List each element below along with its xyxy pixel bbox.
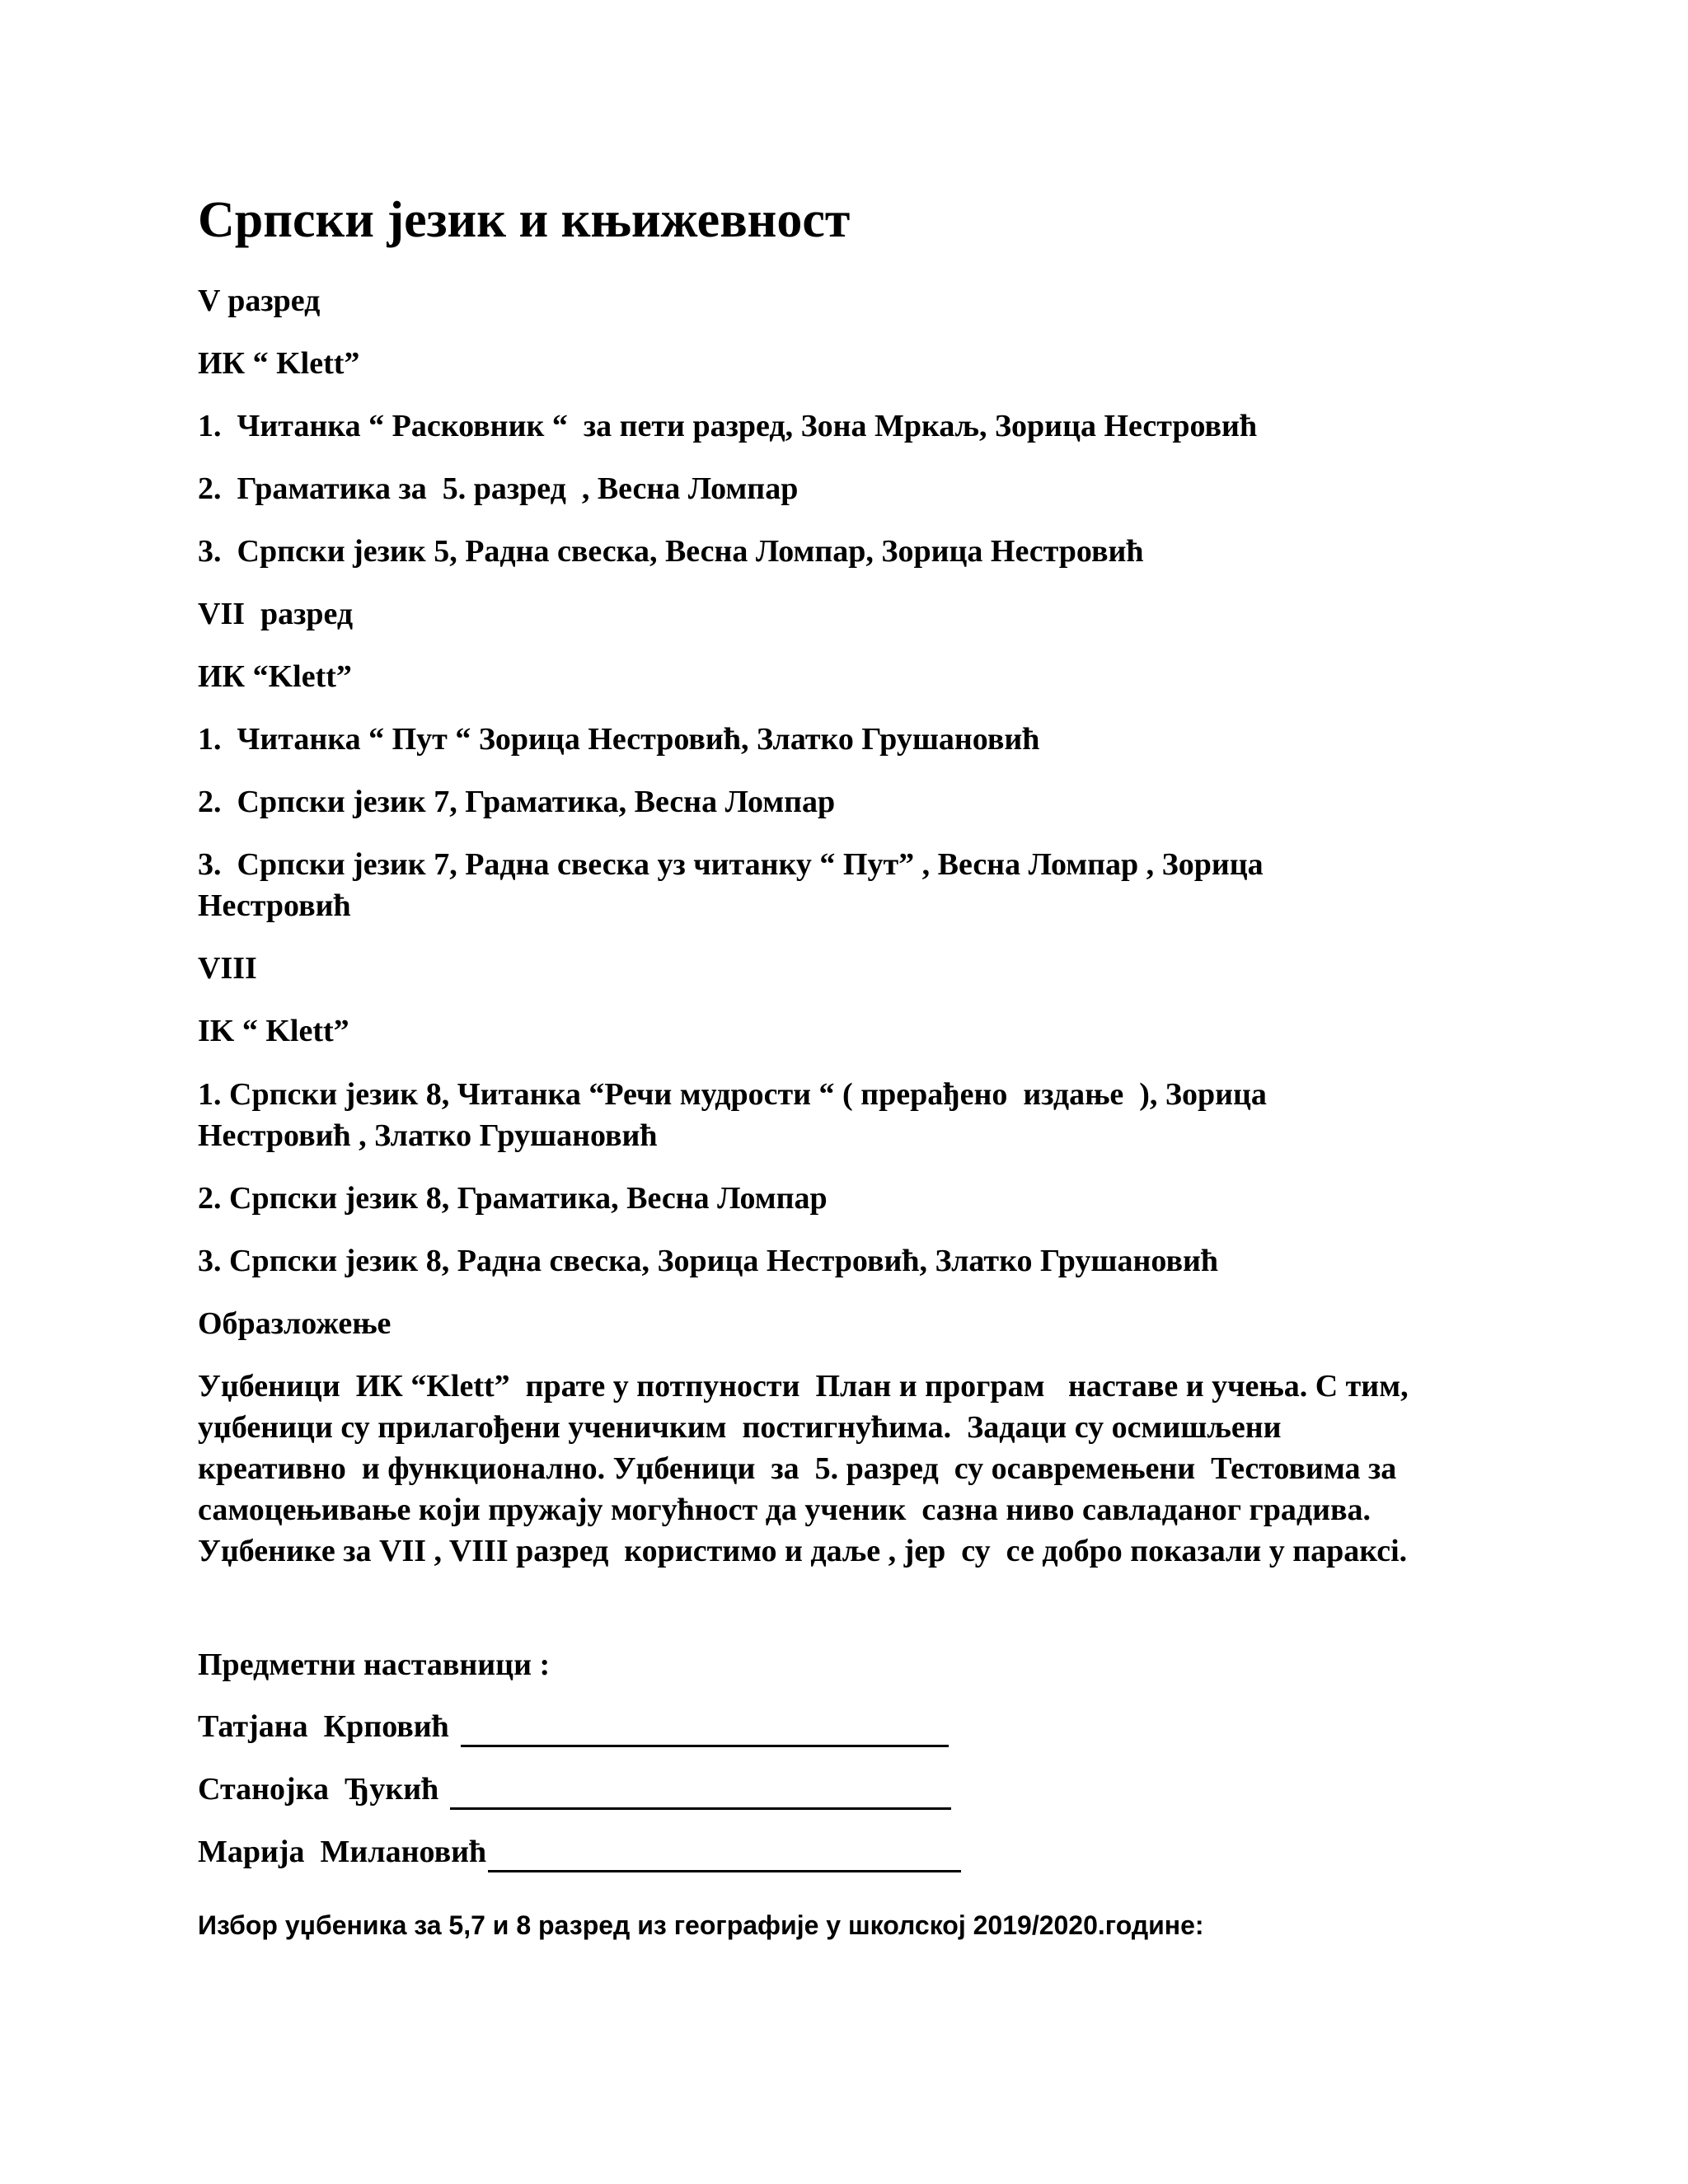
explanation-line-5: Уџбенике за VII , VIII разред користимо и даље , јер су се добро показали у параксi. bbox=[198, 1534, 1408, 1568]
teachers-heading: Предметни наставници : bbox=[198, 1647, 551, 1682]
grade7-item-3: 3. Српски језик 7, Радна свеска уз читанку “ Пут” , Весна Ломпар , Зорица bbox=[198, 847, 1264, 882]
grade7-publisher: ИК “Klett” bbox=[198, 659, 352, 694]
explanation-line-1: Уџбеници ИК “Klett” прате у потпуности План и програм наставе и учења. С тим, bbox=[198, 1369, 1409, 1404]
explanation-line-3: креативно и функционално. Уџбеници за 5. разред су осавремењени Тестовима за bbox=[198, 1451, 1397, 1486]
document-title: Српски језик и књижевност bbox=[198, 192, 851, 248]
grade7-item-2: 2. Српски језик 7, Граматика, Весна Ломпар bbox=[198, 785, 836, 819]
grade7-heading: VII разред bbox=[198, 597, 354, 631]
grade8-item-1-continued: Нестровић , Златко Грушановић bbox=[198, 1118, 658, 1153]
footer-note: Избор уџбеника за 5,7 и 8 разред из географије у школској 2019/2020.године: bbox=[198, 1910, 1204, 1940]
grade8-item-3: 3. Српски језик 8, Радна свеска, Зорица Нестровић, Златко Грушановић bbox=[198, 1244, 1218, 1278]
grade8-item-1: 1. Српски језик 8, Читанка “Речи мудрости “ ( прерађено издање ), Зорица bbox=[198, 1077, 1267, 1112]
teacher-signature-row bbox=[198, 1706, 949, 1747]
teacher-signature-row bbox=[198, 1831, 961, 1872]
grade5-item-1: 1. Читанка “ Расковник “ за пети разред, Зона Мркаљ, Зорица Нестровић bbox=[198, 409, 1258, 443]
signature-line bbox=[488, 1842, 961, 1872]
grade5-publisher: ИК “ Klett” bbox=[198, 346, 360, 381]
grade8-heading: VIII bbox=[198, 951, 257, 986]
grade7-item-1: 1. Читанка “ Пут “ Зорица Нестровић, Златко Грушановић bbox=[198, 722, 1040, 757]
signature-line bbox=[450, 1779, 951, 1810]
explanation-line-2: уџбеници су прилагођени ученичким постигнућима. Задаци су осмишљени bbox=[198, 1410, 1282, 1445]
teacher-signature-row bbox=[198, 1769, 951, 1810]
explanation-line-4: самоцењивање који пружају могућност да ученик сазна ниво савладаног градива. bbox=[198, 1493, 1372, 1527]
teacher-name: Станојка Ђукић bbox=[198, 1772, 439, 1807]
grade5-item-3: 3. Српски језик 5, Радна свеска, Весна Ломпар, Зорица Нестровић bbox=[198, 534, 1144, 569]
teacher-name: Татјана Крповић bbox=[198, 1709, 449, 1744]
grade7-item-3-continued: Нестровић bbox=[198, 888, 351, 923]
signature-line bbox=[461, 1717, 949, 1747]
grade5-heading: V разред bbox=[198, 284, 321, 318]
grade5-item-2: 2. Граматика за 5. разред , Весна Ломпар bbox=[198, 471, 799, 506]
teacher-name: Марија Милановић bbox=[198, 1835, 487, 1869]
explanation-heading: Образложење bbox=[198, 1306, 392, 1341]
grade8-item-2: 2. Српски језик 8, Граматика, Весна Ломпар bbox=[198, 1181, 828, 1216]
grade8-publisher: IK “ Klett” bbox=[198, 1014, 349, 1048]
